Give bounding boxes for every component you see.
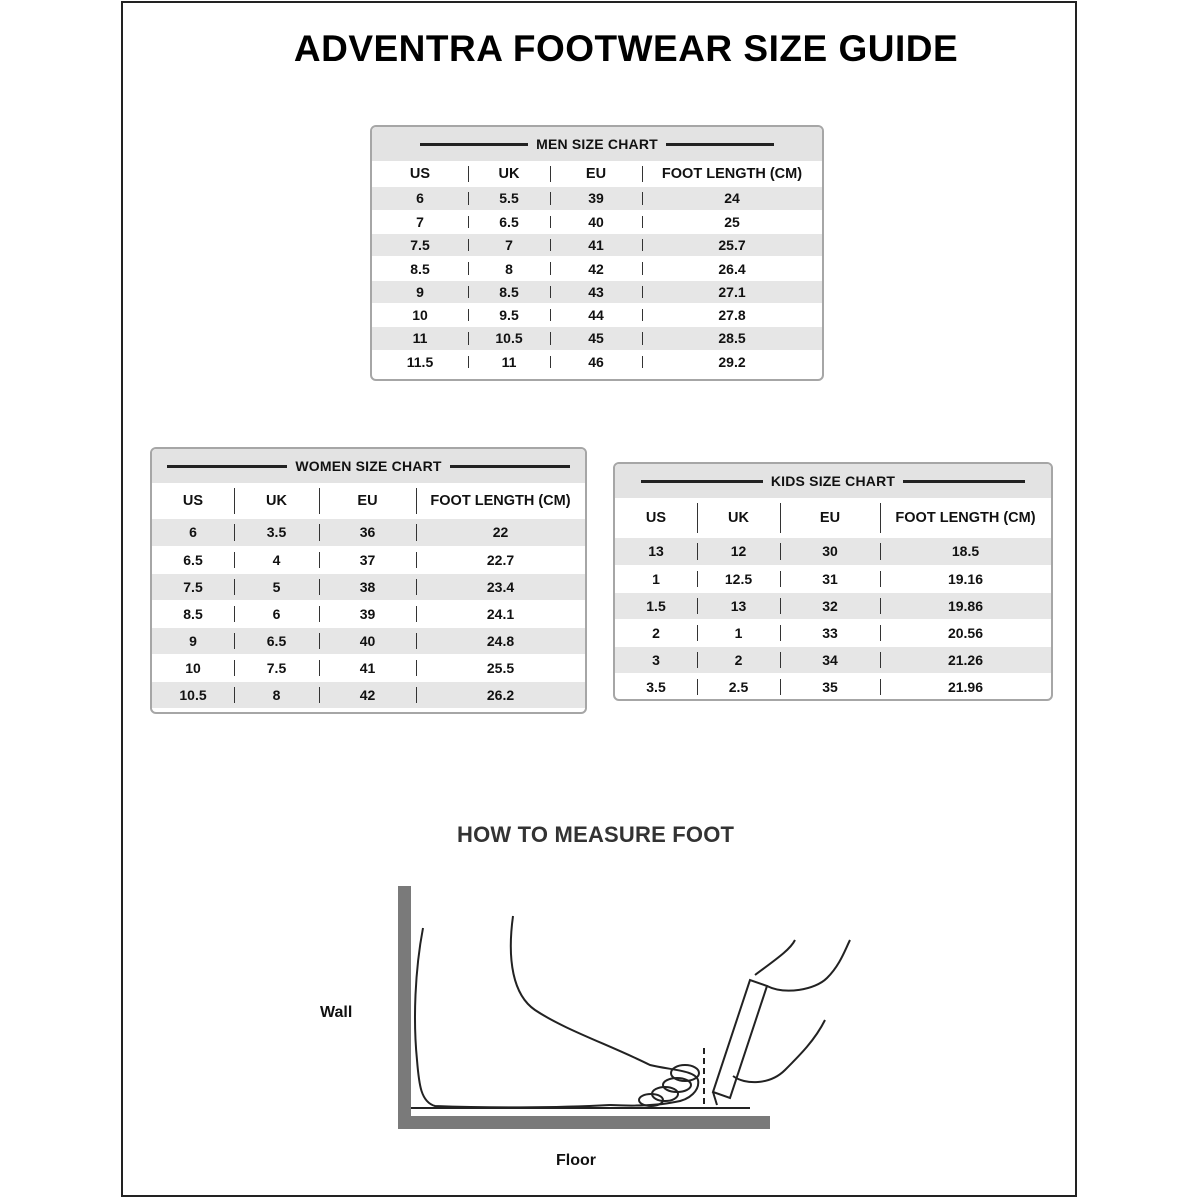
cell-foot-length: 26.2 <box>416 681 585 708</box>
table-row <box>152 681 585 708</box>
cell-us: 9 <box>372 280 468 303</box>
cell-foot-length: 25 <box>642 210 822 233</box>
chart-header <box>152 449 585 483</box>
cell-foot-length: 29.2 <box>642 350 822 373</box>
table-header-row <box>372 161 822 187</box>
men-size-table <box>372 161 822 374</box>
cell-us: 2 <box>615 619 697 646</box>
divider-rule <box>420 143 528 146</box>
divider-rule <box>641 480 763 483</box>
cell-eu: 36 <box>319 519 416 546</box>
cell-uk: 6 <box>234 600 319 627</box>
cell-uk: 5.5 <box>468 187 550 210</box>
cell-foot-length: 25.5 <box>416 654 585 681</box>
divider-rule <box>450 465 570 468</box>
table-row <box>372 257 822 280</box>
table-row <box>615 619 1051 646</box>
table-row <box>152 573 585 600</box>
table-row <box>372 210 822 233</box>
cell-uk: 9.5 <box>468 303 550 326</box>
column-header-us: US <box>409 166 431 182</box>
cell-uk: 2 <box>697 646 780 673</box>
cell-eu: 31 <box>780 565 880 592</box>
cell-uk: 4 <box>234 546 319 573</box>
cell-us: 1 <box>615 565 697 592</box>
kids-size-table <box>615 498 1051 701</box>
cell-uk: 6.5 <box>234 627 319 654</box>
cell-foot-length: 24.1 <box>416 600 585 627</box>
cell-eu: 37 <box>319 546 416 573</box>
cell-eu: 46 <box>550 350 642 373</box>
column-header-uk: UK <box>697 498 780 538</box>
chart-header <box>372 127 822 161</box>
cell-us: 13 <box>615 538 697 565</box>
cell-foot-length: 26.4 <box>642 257 822 280</box>
divider-rule <box>903 480 1025 483</box>
cell-uk: 1 <box>697 619 780 646</box>
cell-uk: 3.5 <box>234 519 319 546</box>
column-header-us: US <box>645 510 667 526</box>
table-row <box>372 187 822 210</box>
chart-title: WOMEN SIZE CHART <box>295 458 442 474</box>
divider-rule <box>167 465 287 468</box>
table-row <box>152 654 585 681</box>
cell-foot-length: 23.4 <box>416 573 585 600</box>
table-row <box>615 592 1051 619</box>
column-header-us: US <box>182 493 204 509</box>
divider-rule <box>666 143 774 146</box>
cell-eu: 30 <box>780 538 880 565</box>
cell-foot-length: 19.16 <box>880 565 1051 592</box>
cell-uk: 10.5 <box>468 327 550 350</box>
cell-us: 8.5 <box>152 600 234 627</box>
cell-us: 6 <box>372 187 468 210</box>
cell-eu: 42 <box>319 681 416 708</box>
cell-foot-length: 27.8 <box>642 303 822 326</box>
men-size-chart <box>370 125 824 381</box>
cell-us: 3.5 <box>615 673 697 700</box>
cell-foot-length: 27.1 <box>642 280 822 303</box>
cell-uk: 8 <box>234 681 319 708</box>
cell-eu: 44 <box>550 303 642 326</box>
table-row <box>152 519 585 546</box>
cell-uk: 7.5 <box>234 654 319 681</box>
cell-uk: 13 <box>697 592 780 619</box>
cell-foot-length: 24.8 <box>416 627 585 654</box>
cell-foot-length: 22 <box>416 519 585 546</box>
column-header-eu: EU <box>550 161 642 187</box>
foot-measuring-illustration <box>395 880 865 1135</box>
floor-shape <box>398 1116 770 1129</box>
table-row <box>615 538 1051 565</box>
cell-us: 10 <box>372 303 468 326</box>
cell-us: 11 <box>372 327 468 350</box>
cell-foot-length: 20.56 <box>880 619 1051 646</box>
cell-foot-length: 22.7 <box>416 546 585 573</box>
cell-us: 3 <box>615 646 697 673</box>
cell-us: 6.5 <box>152 546 234 573</box>
cell-foot-length: 28.5 <box>642 327 822 350</box>
cell-eu: 40 <box>319 627 416 654</box>
column-header-foot-length: FOOT LENGTH (CM) <box>642 161 822 187</box>
cell-us: 11.5 <box>372 350 468 373</box>
cell-uk: 12 <box>697 538 780 565</box>
table-row <box>152 627 585 654</box>
column-header-foot-length: FOOT LENGTH (CM) <box>416 483 585 519</box>
cell-foot-length: 21.26 <box>880 646 1051 673</box>
cell-foot-length: 18.5 <box>880 538 1051 565</box>
cell-us: 7 <box>372 210 468 233</box>
table-row <box>372 327 822 350</box>
table-row <box>372 303 822 326</box>
page-title: ADVENTRA FOOTWEAR SIZE GUIDE <box>293 28 959 69</box>
women-size-table <box>152 483 585 709</box>
cell-us: 6 <box>152 519 234 546</box>
column-header-foot-length: FOOT LENGTH (CM) <box>880 498 1051 538</box>
cell-eu: 43 <box>550 280 642 303</box>
women-size-chart <box>150 447 587 714</box>
table-row <box>372 280 822 303</box>
cell-foot-length: 19.86 <box>880 592 1051 619</box>
table-row <box>615 565 1051 592</box>
cell-foot-length: 21.96 <box>880 673 1051 700</box>
chart-header <box>615 464 1051 498</box>
cell-us: 10 <box>152 654 234 681</box>
wall-shape <box>398 886 411 1129</box>
chart-title: MEN SIZE CHART <box>536 136 658 152</box>
wall-label: Wall <box>320 1004 353 1021</box>
cell-eu: 41 <box>319 654 416 681</box>
cell-uk: 11 <box>468 350 550 373</box>
cell-eu: 35 <box>780 673 880 700</box>
cell-uk: 8 <box>468 257 550 280</box>
table-header-row <box>152 483 585 519</box>
cell-uk: 8.5 <box>468 280 550 303</box>
floor-label: Floor <box>556 1152 596 1169</box>
cell-eu: 32 <box>780 592 880 619</box>
measure-section-title: HOW TO MEASURE FOOT <box>457 822 735 847</box>
cell-uk: 6.5 <box>468 210 550 233</box>
cell-us: 7.5 <box>372 234 468 257</box>
cell-eu: 40 <box>550 210 642 233</box>
cell-eu: 45 <box>550 327 642 350</box>
cell-uk: 7 <box>468 234 550 257</box>
cell-us: 10.5 <box>152 681 234 708</box>
cell-foot-length: 24 <box>642 187 822 210</box>
table-row <box>615 673 1051 700</box>
column-header-eu: EU <box>780 498 880 538</box>
table-row <box>372 350 822 373</box>
column-header-uk: UK <box>234 483 319 519</box>
column-header-eu: EU <box>319 483 416 519</box>
kids-size-chart <box>613 462 1053 701</box>
cell-us: 8.5 <box>372 257 468 280</box>
cell-eu: 39 <box>319 600 416 627</box>
table-row <box>152 600 585 627</box>
cell-eu: 38 <box>319 573 416 600</box>
column-header-uk: UK <box>468 161 550 187</box>
cell-us: 7.5 <box>152 573 234 600</box>
table-row <box>615 646 1051 673</box>
cell-eu: 41 <box>550 234 642 257</box>
foot-outline <box>511 916 698 1106</box>
table-header-row <box>615 498 1051 538</box>
cell-uk: 2.5 <box>697 673 780 700</box>
cell-foot-length: 25.7 <box>642 234 822 257</box>
cell-us: 9 <box>152 627 234 654</box>
cell-eu: 33 <box>780 619 880 646</box>
cell-uk: 5 <box>234 573 319 600</box>
cell-eu: 42 <box>550 257 642 280</box>
table-row <box>152 546 585 573</box>
cell-eu: 39 <box>550 187 642 210</box>
table-row <box>372 234 822 257</box>
chart-title: KIDS SIZE CHART <box>770 473 896 489</box>
cell-uk: 12.5 <box>697 565 780 592</box>
cell-eu: 34 <box>780 646 880 673</box>
heel-outline <box>415 928 610 1107</box>
cell-us: 1.5 <box>615 592 697 619</box>
